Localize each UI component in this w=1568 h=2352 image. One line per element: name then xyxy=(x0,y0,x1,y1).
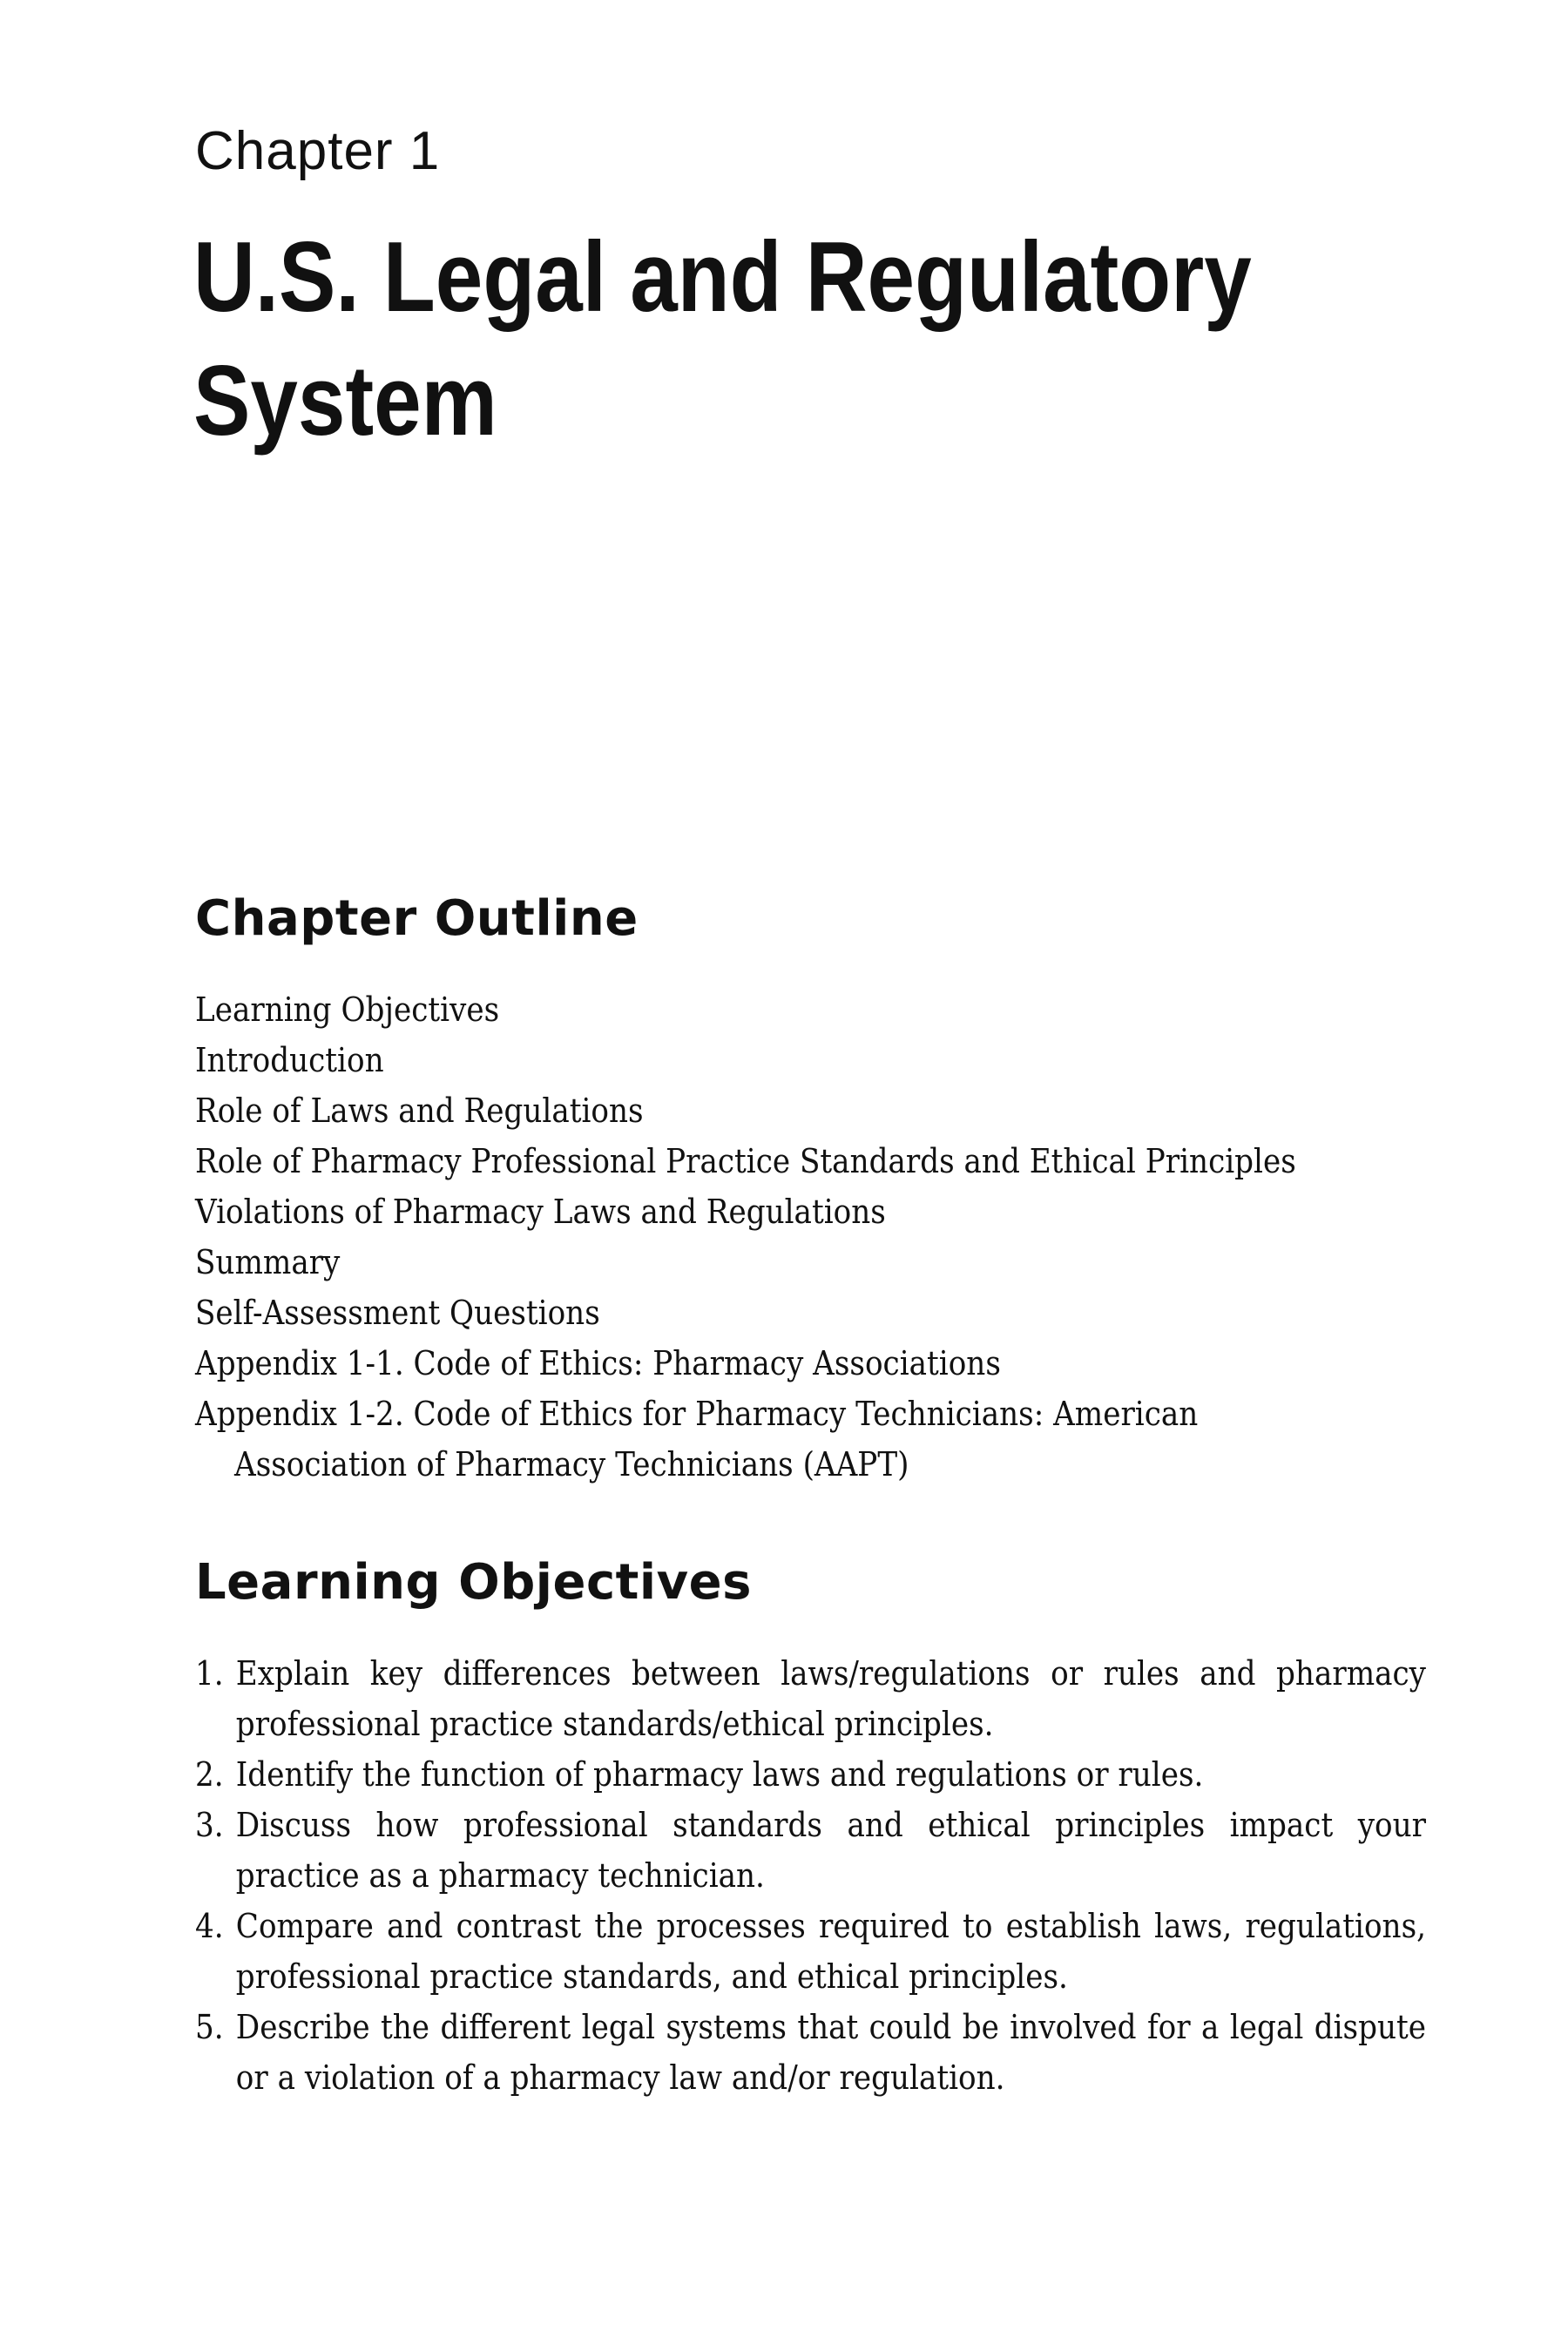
outline-item: Self-Assessment Questions xyxy=(195,1294,600,1332)
objective-text: Compare and contrast the processes required to establish laws, regulations, professional practice standards, and ethical principles. xyxy=(235,1907,1426,1996)
learning-objectives-list xyxy=(195,1648,1426,2103)
outline-item: Violations of Pharmacy Laws and Regulations xyxy=(195,1193,886,1231)
objective-item xyxy=(195,1749,1426,1800)
outline-item: Role of Pharmacy Professional Practice Standards and Ethical Principles xyxy=(195,1142,1296,1180)
objective-number: 4. xyxy=(195,1907,224,1945)
objective-number: 3. xyxy=(195,1806,224,1844)
objective-text: Explain key differences between laws/regulations or rules and pharmacy professional practice standards/ethical principles. xyxy=(235,1654,1426,1743)
objective-item xyxy=(195,1648,1426,1749)
chapter-label: Chapter 1 xyxy=(195,121,441,181)
outline-item: Appendix 1-1. Code of Ethics: Pharmacy Associations xyxy=(195,1344,1001,1382)
outline-item: Introduction xyxy=(195,1041,384,1079)
outline-item: Summary xyxy=(195,1243,341,1281)
chapter-outline-heading: Chapter Outline xyxy=(195,890,639,947)
objective-item xyxy=(195,1800,1426,1901)
objective-number: 2. xyxy=(195,1755,224,1794)
objective-item xyxy=(195,1901,1426,2002)
objective-number: 5. xyxy=(195,2008,224,2046)
objective-text: Identify the function of pharmacy laws and regulations or rules. xyxy=(235,1755,1204,1794)
outline-item: Learning Objectives xyxy=(195,990,500,1029)
objective-item xyxy=(195,2002,1426,2103)
learning-objectives-heading: Learning Objectives xyxy=(195,1554,752,1611)
chapter-outline-list xyxy=(195,984,1308,1490)
objective-number: 1. xyxy=(195,1654,224,1693)
outline-item: Role of Laws and Regulations xyxy=(195,1092,644,1130)
chapter-title: U.S. Legal and Regulatory System xyxy=(193,222,1252,456)
objective-text: Discuss how professional standards and ethical principles impact your practice as a pharmacy technician. xyxy=(235,1806,1426,1895)
objective-text: Describe the different legal systems that could be involved for a legal dispute or a violation of a pharmacy law and/or regulation. xyxy=(235,2008,1426,2097)
outline-item: Appendix 1-2. Code of Ethics for Pharmacy Technicians: American Association of Pharmacy Technicians (AAPT) xyxy=(195,1395,1199,1484)
